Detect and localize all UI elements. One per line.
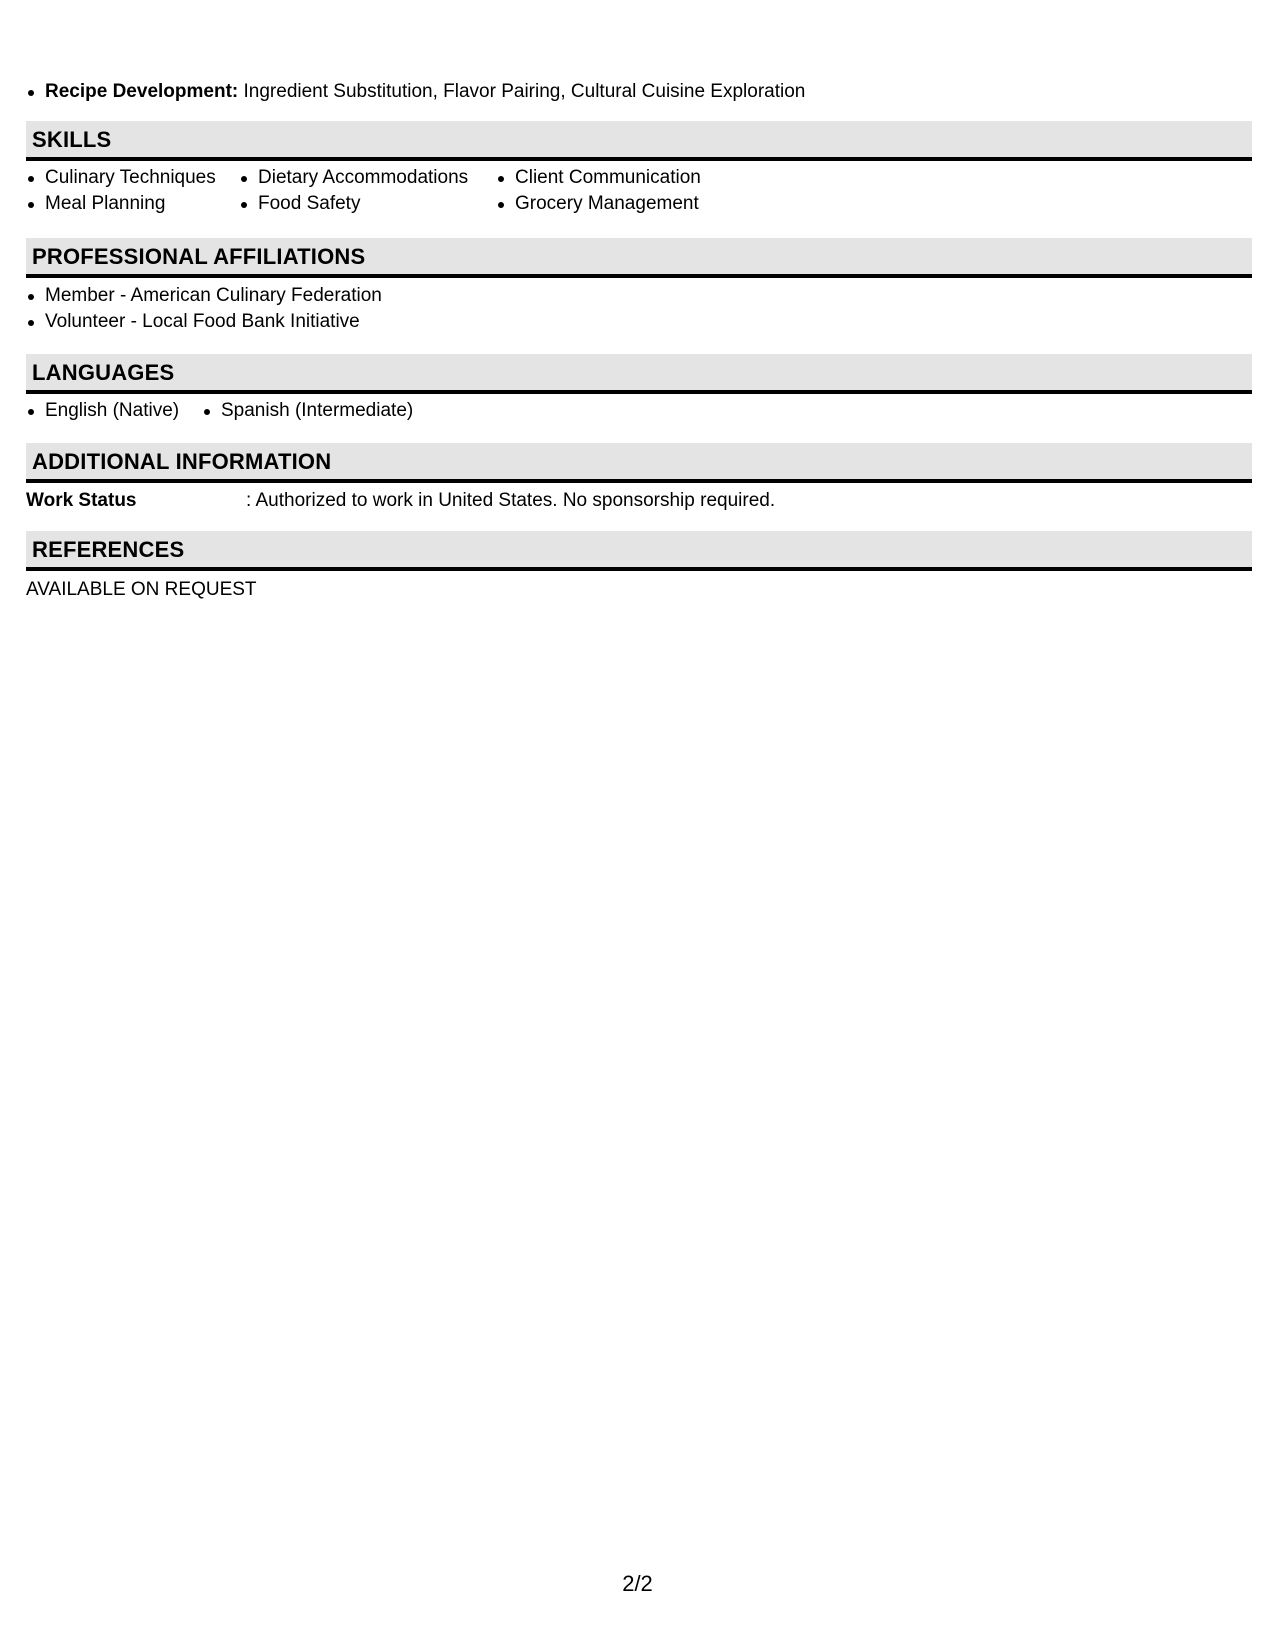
work-status-label: Work Status [26,490,137,511]
language-item: English (Native) [26,398,179,424]
languages-title: LANGUAGES [32,360,175,385]
skills-title: SKILLS [32,127,112,152]
page-number: 2/2 [622,1571,653,1596]
affiliations-title: PROFESSIONAL AFFILIATIONS [32,244,366,269]
skill-item: Meal Planning [26,191,216,217]
work-status-value: : Authorized to work in United States. No sponsorship required. [246,490,776,511]
language-item: Spanish (Intermediate) [202,398,413,424]
references-text: AVAILABLE ON REQUEST [26,579,257,600]
recipe-development-text: Ingredient Substitution, Flavor Pairing, Cultural Cuisine Exploration [238,81,806,102]
affiliation-item: Member - American Culinary Federation [26,283,382,309]
recipe-development-label: Recipe Development: [45,81,239,102]
skills-column-3 [496,165,701,217]
languages-section-header [26,354,1252,394]
skill-item: Food Safety [239,191,468,217]
references-title: REFERENCES [32,537,185,562]
references-section-header [26,531,1252,571]
affiliations-list [26,283,382,335]
skill-item: Client Communication [496,165,701,191]
affiliations-section-header [26,238,1252,278]
skills-column-2 [239,165,468,217]
skills-section-header [26,121,1252,161]
recipe-development-item [26,79,805,105]
affiliation-item: Volunteer - Local Food Bank Initiative [26,309,382,335]
skill-item: Culinary Techniques [26,165,216,191]
additional-info-section-header [26,443,1252,483]
skills-column-1 [26,165,216,217]
additional-info-title: ADDITIONAL INFORMATION [32,449,332,474]
skill-item: Dietary Accommodations [239,165,468,191]
skill-item: Grocery Management [496,191,701,217]
